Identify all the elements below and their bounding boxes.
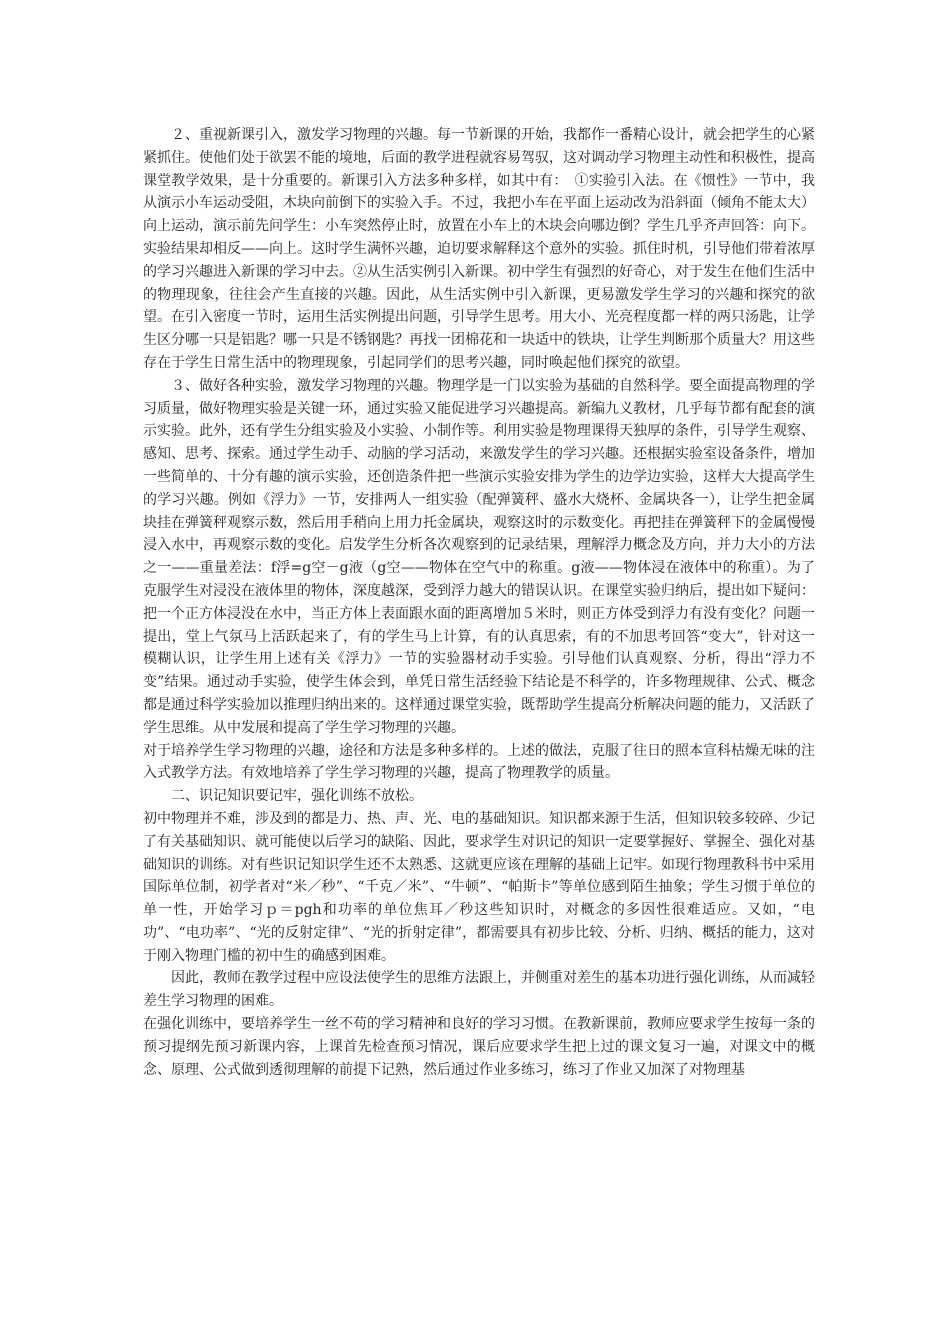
paragraph-experiments: ３、做好各种实验，激发学习物理的兴趣。物理学是一门以实验为基础的自然科学。要全面提高物理的学习质量，做好物理实验是关键一环，通过实验又能促进学习兴趣提高。新编九义教材，几乎每节都有配套的演示实验。此外，还有学生分组实验及小实验、小制作等。利用实验是物理课得天独厚的条件，引导学生观察、感知、思考、探索。通过学生动手、动脑的学习活动，来激发学生的学习兴趣。还根据实验室设备条件，增加一些简单的、十分有趣的演示实验，还创造条件把一些演示实验安排为学生的边学边实验，这样大大提高学生的学习兴趣。例如《浮力》一节，安排两人一组实验（配弹簧秤、盛水大烧杯、金属块各一），让学生把金属块挂在弹簧秤观察示数，然后用手稍向上用力托金属块，观察这时的示数变化。再把挂在弹簧秤下的金属慢慢浸入水中，再观察示数的变化。启发学生分析各次观察到的记录结果，理解浮力概念及方向，并力大小的方法之一——重量差法：f浮=g空－g液（g空——物体在空气中的称重。g液——物体浸在液体中的称重）。为了克服学生对浸没在液体里的物体，深度越深，受到浮力越大的错误认识。在课堂实验归纳后，提出如下疑问：把一个正方体浸没在水中，当正方体上表面跟水面的距离增加５米时，则正方体受到浮力有没有变化？问题一提出，堂上气氛马上活跃起来了，有的学生马上计算，有的认真思索，有的不加思考回答“变大”，针对这一模糊认识，让学生用上述有关《浮力》一节的实验器材动手实验。引导他们认真观察、分析，得出“浮力不变”结果。通过动手实验，使学生体会到，单凭日常生活经验下结论是不科学的，许多物理规律、公式、概念都是通过科学实验加以推理归纳出来的。这样通过课堂实验，既帮助学生提高分析解决问题的能力，又活跃了学生思维。从中发展和提高了学生学习物理的兴趣。 <box>143 377 815 736</box>
paragraph-new-lesson-intro: ２、重视新课引入，激发学习物理的兴趣。每一节新课的开始，我都作一番精心设计，就会把学生的心紧紧抓住。使他们处于欲罢不能的境地，后面的教学进程就容易驾驭，这对调动学习物理主动性和积极性，提高课堂教学效果，是十分重要的。新课引入方法多种多样，如其中有： ①实验引入法。在《惯性》一节中，我从演示小车运动受阻，木块向前倒下的实验入手。不过，我把小车在平面上运动改为沿斜面（倾角不能太大）向上运动，演示前先问学生：小车突然停止时，放置在小车上的木块会向哪边倒？学生几乎齐声回答：向下。实验结果却相反——向上。这时学生满怀兴趣，迫切要求解释这个意外的实验。抓住时机，引导他们带着浓厚的学习兴趣进入新课的学习中去。②从生活实例引入新课。初中学生有强烈的好奇心，对于发生在他们生活中的物理现象，往往会产生直接的兴趣。因此，从生活实例中引入新课，更易激发学生学习的兴趣和探究的欲望。在引入密度一节时，运用生活实例提出问题，引导学生思考。用大小、光亮程度都一样的两只汤匙，让学生区分哪一只是铝匙？哪一只是不锈钢匙？再找一团棉花和一块适中的铁块，让学生判断那个质量大？用这些存在于学生日常生活中的物理现象，引起同学们的思考兴趣，同时唤起他们探究的欲望。 <box>143 127 815 371</box>
paragraph-therefore: 因此，教师在教学过程中应设法使学生的思维方法跟上，并侧重对差生的基本功进行强化训练，从而减轻差生学习物理的困难。 <box>143 970 815 1010</box>
paragraph-intensive-training: 在强化训练中，要培养学生一丝不苟的学习精神和良好的学习习惯。在教新课前，教师应要求学生按每一条的预习提纲先预习新课内容，上课首先检查预习情况，课后应要求学生把上过的课文复习一遍，对课文中的概念、原理、公式做到透彻理解的前提下记熟，然后通过作业多练习，练习了作业又加深了对物理基 <box>143 1016 815 1078</box>
paragraph-interest-summary: 对于培养学生学习物理的兴趣，途径和方法是多种多样的。上述的做法，克服了往日的照本宣科枯燥无味的注入式教学方法。有效地培养了学生学习物理的兴趣，提高了物理教学的质量。 <box>143 742 815 782</box>
paragraph-basic-knowledge: 初中物理并不难，涉及到的都是力、热、声、光、电的基础知识。知识都来源于生活，但知识较多较碎、少记了有关基础知识、就可能使以后学习的缺陷、因此，要求学生对识记的知识一定要掌握好、掌握全、强化对基础知识的训练。对有些识记知识学生还不太熟悉、这就更应该在理解的基础上记牢。如现行物理教科书中采用国际单位制，初学者对“米／秒”、“千克／米”、“牛顿”、“帕斯卡”等单位感到陌生抽象；学生习惯于单位的单一性，开始学习ｐ＝pgh和功率的单位焦耳／秒这些知识时，对概念的多因性很难适应。又如，“电功”、“电功率”、“光的反射定律”、“光的折射定律”，都需要具有初步比较、分析、归纳、概括的能力，这对于刚入物理门槛的初中生的确感到困难。 <box>143 810 815 964</box>
section-heading-memorize: 二、识记知识要记牢，强化训练不放松。 <box>171 788 423 805</box>
document-body <box>143 124 815 1081</box>
